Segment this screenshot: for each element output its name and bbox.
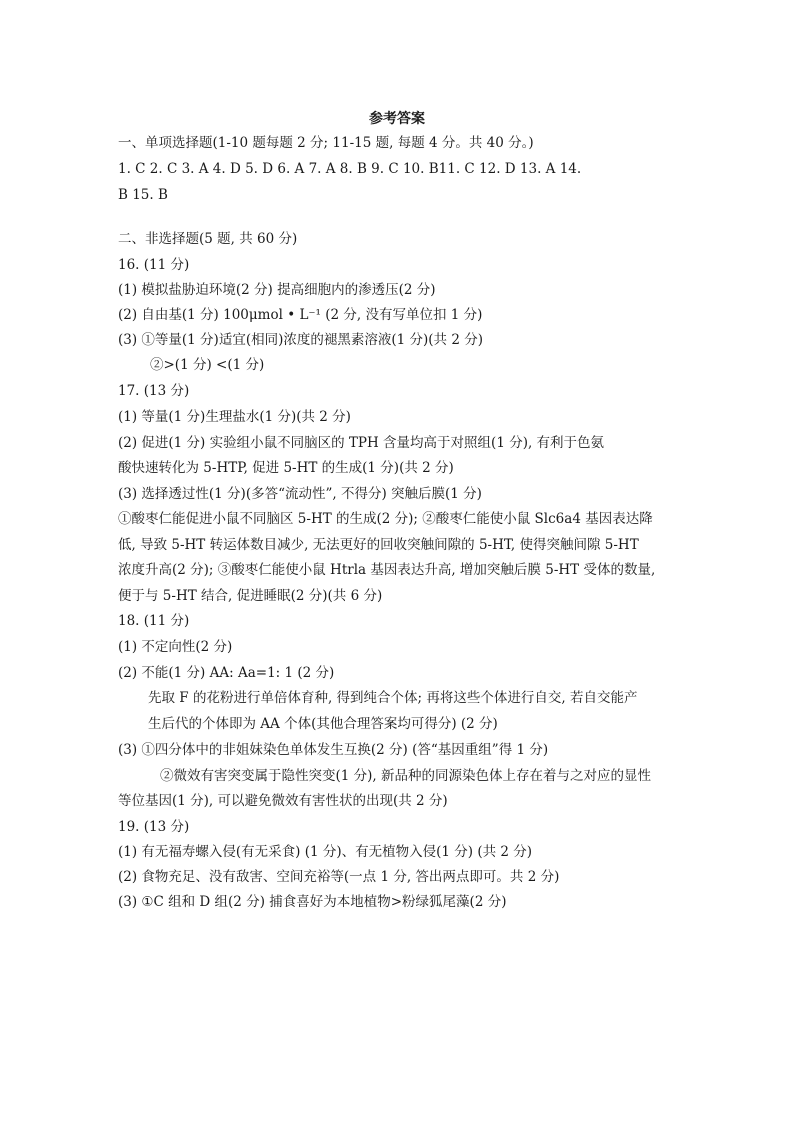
answer-line: (3) ①等量(1 分)适宜(相同)浓度的褪黑素溶液(1 分)(共 2 分) [118,332,483,348]
answer-line: 浓度升高(2 分); ③酸枣仁能使小鼠 Htrla 基因表达升高, 增加突触后膜 5-HT 受体的数量, [118,562,656,578]
answer-line: 低, 导致 5-HT 转运体数目减少, 无法更好的回收突触间隙的 5-HT, 使得突触间隙 5-HT [118,537,639,553]
answer-line: (1) 有无福寿螺入侵(有无采食) (1 分)、有无植物入侵(1 分) (共 2 分) [118,844,533,860]
question-heading: 17. (13 分) [118,383,190,399]
answer-line: (1) 等量(1 分)生理盐水(1 分)(共 2 分) [118,409,351,425]
answer-line: (3) ①C 组和 D 组(2 分) 捕食喜好为本地植物>粉绿狐尾藻(2 分) [118,894,507,910]
answer-line: (3) 选择透过性(1 分)(多答“流动性”, 不得分) 突触后膜(1 分) [118,486,482,502]
answer-line: (1) 不定向性(2 分) [118,639,233,655]
answer-line: 等位基因(1 分), 可以避免微效有害性状的出现(共 2 分) [118,793,448,809]
answer-line: 便于与 5-HT 结合, 促进睡眠(2 分)(共 6 分) [118,588,383,604]
answer-line: 先取 F 的花粉进行单倍体育种, 得到纯合个体; 再将这些个体进行自交, 若自交能产 [148,690,638,706]
answer-line: ②微效有害突变属于隐性突变(1 分), 新品种的同源染色体上存在着与之对应的显性 [160,768,651,784]
answer-line: 生后代的个体即为 AA 个体(其他合理答案均可得分) (2 分) [148,716,498,732]
answer-line: ①酸枣仁能促进小鼠不同脑区 5-HT 的生成(2 分); ②酸枣仁能使小鼠 Slc6a4 基因表达降 [118,511,653,527]
answer-line: (1) 模拟盐胁迫环境(2 分) 提高细胞内的渗透压(2 分) [118,282,436,298]
page-title: 参考答案 [369,111,425,127]
question-heading: 16. (11 分) [118,257,190,273]
answer-line: (3) ①四分体中的非姐妹染色单体发生互换(2 分) (答“基因重组”得 1 分) [118,742,549,758]
question-heading: 18. (11 分) [118,613,190,629]
answer-line: (2) 促进(1 分) 实验组小鼠不同脑区的 TPH 含量均高于对照组(1 分), 有利于色氨 [118,435,605,451]
answer-line: 1. C 2. C 3. A 4. D 5. D 6. A 7. A 8. B 9. C 10. B11. C 12. D 13. A 14. [118,161,582,177]
answer-line: (2) 食物充足、没有敌害、空间充裕等(一点 1 分, 答出两点即可。共 2 分) [118,869,560,885]
question-heading: 19. (13 分) [118,819,190,835]
answer-line: B 15. B [118,187,168,203]
answer-line: (2) 不能(1 分) AA: Aa=1: 1 (2 分) [118,665,335,681]
answer-line: (2) 自由基(1 分) 100μmol • L⁻¹ (2 分, 没有写单位扣 1 分) [118,307,483,323]
answer-line: 酸快速转化为 5-HTP, 促进 5-HT 的生成(1 分)(共 2 分) [118,460,454,476]
section-2-heading: 二、非选择题(5 题, 共 60 分) [118,231,298,247]
answer-line: ②>(1 分) <(1 分) [150,357,265,373]
section-1-heading: 一、单项选择题(1-10 题每题 2 分; 11-15 题, 每题 4 分。共 40 分。) [118,135,534,151]
